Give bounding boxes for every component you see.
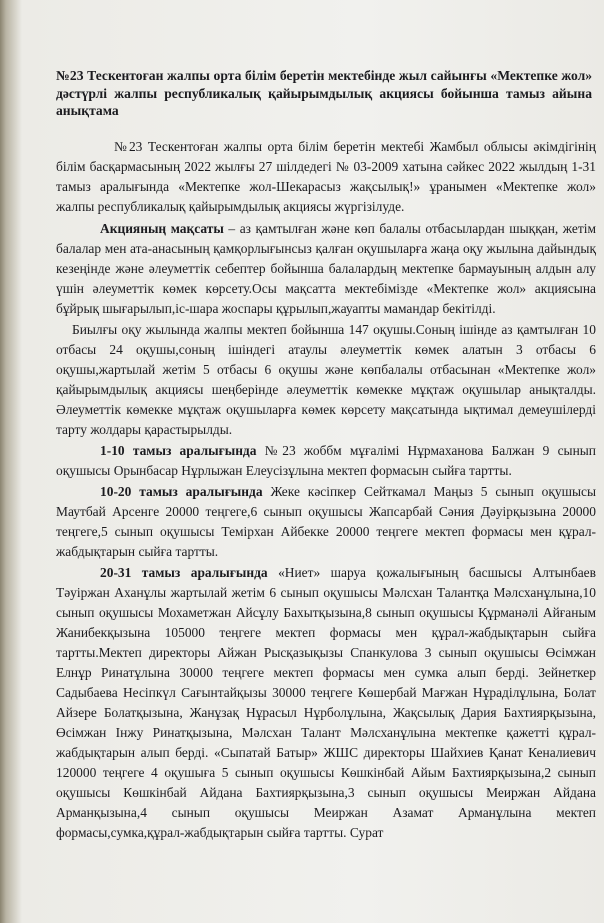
paragraph-period-3-lead: 20-31 тамыз аралығында (100, 565, 268, 580)
paragraph-students (56, 320, 596, 440)
document-body (56, 137, 596, 844)
paragraph-intro-text: №23 Тескентоған жалпы орта білім беретін мектебі Жамбыл облысы әкімдігінің білім басқармасының 2022 жылғы 27 шілдедегі № 03-2009 хатына сәйкес 2022 жылдың 1-31 тамыз аралығында «Мектепке жол-Шекарасыз жақсылық!» ұранымен «Мектепке жол» жалпы республикалық қайырымдылық акциясы жүргізілуде. (56, 139, 596, 214)
paragraph-period-1-lead: 1-10 тамыз аралығында (100, 443, 257, 458)
paragraph-period-1-text: №23 жоббм мұғалімі Нұрмаханова Балжан 9 сынып оқушысы Орынбасар Нұрлыжан Елеусізұлына мектеп формасын сыйға тартты. (56, 443, 596, 478)
paragraph-intro (56, 137, 596, 217)
paragraph-period-3 (56, 563, 596, 843)
paragraph-period-2-text: Жеке кәсіпкер Сейткамал Маңыз 5 сынып оқушысы Маутбай Арсенге 20000 теңгеге,6 сынып оқушысы Жапсарбай Сәния Дәуірқызына 20000 теңгеге,5 сынып оқушысы Темірхан Айбекке 20000 теңгеге мектеп формасы мен құрал-жабдықтарын сыйға тартты. (56, 484, 596, 559)
paragraph-period-1 (56, 441, 596, 481)
paragraph-goal (56, 219, 596, 319)
document-title: №23 Тескентоған жалпы орта білім беретін мектебінде жыл сайынғы «Мектепке жол» дәстүрлі жалпы республикалық қайырымдылық акциясы бойынша тамыз айына анықтама (56, 68, 592, 118)
paragraph-period-2-lead: 10-20 тамыз аралығында (100, 484, 263, 499)
paragraph-students-text: Биылғы оқу жылында жалпы мектеп бойынша 147 оқушы.Соның ішінде аз қамтылған 10 отбасы 24 оқушы,соның ішіндегі атаулы әлеуметтік көмек алатын 3 отбасы 6 оқушы,жартылай жетім 5 отбасы 6 оқушы және көпбалалы отбасынан «Мектепке жол» қайырымдылық акциясы шеңберінде әлеуметтік көмекке мұқтаж оқушылар анықталды. Әлеуметтік көмекке мұқтаж оқушыларға көмек көрсету мақсатында ықтимал демеушілерді тарту жолдары қарастырылды. (56, 322, 596, 437)
paragraph-goal-lead: Акцияның мақсаты (100, 221, 224, 236)
paragraph-period-3-text: «Ниет» шаруа қожалығының басшысы Алтынбаев Тәуіржан Аханұлы жартылай жетім 6 сынып оқушысы Мәлсхан Талантқа Мәлсханұлына,10 сынып оқушысы Мохаметжан Айсұлу Бахытқызына,8 сынып оқушысы Құрманәлі Айғаным Жанибекқызына 105000 теңгеге мектеп формасы мен құрал-жабдықтарын сыйға тартты.Мектеп директоры Айжан Рысқазықызы Спанкулова 3 сынып оқушысы Өсімжан Елнұр Ринатұлына 30000 теңгеге мектеп формасы мен сумка алып берді. Зейнеткер Садыбаева Несіпкүл Сағынтайқызы 30000 теңгеге Көшербай Мағжан Нұраділұлына, Болат Айзере Болатқызына, Жанұзақ Нұрасыл Нұрболұлына, Жақсылық Дария Бахтиярқызына, Өсімжан Інжу Ринатқызына, Мәлсхан Талант Мәлсханұлына мектепке қажетті құрал-жабдықтарын алып берді. «Сыпатай Батыр» ЖШС директоры Шайхиев Қанат Кеналиевич 120000 теңгеге 4 оқушыға 5 сынып оқушысы Көшкінбай Айым Бахтиярқызына,2 сынып оқушысы Көшкінбай Айдана Бахтиярқызына,3 сынып оқушысы Меиржан Айдана Арманқызына,4 сынып оқушысы Меиржан Азамат Арманұлына мектеп формасы,сумка,құрал-жабдықтарын сыйға тартты. Сурат (56, 565, 596, 840)
paragraph-goal-text: – аз қамтылған және көп балалы отбасылардан шыққан, жетім балалар мен ата-анасының қамқорлығынсыз қалған оқушыларға жаңа оқу жылына дайындық кезеңінде және әлеуметтік себептер бойынша балалардың мектепке бармауының алдын алу үшін әлеуметтік көмек көрсету.Осы мақсатта мектебімізде «Мектепке жол» акциясына бұйрық шығарылып,іс-шара жоспары құрылып,жауапты мамандар бекітілді. (56, 221, 596, 316)
paragraph-period-2 (56, 482, 596, 562)
